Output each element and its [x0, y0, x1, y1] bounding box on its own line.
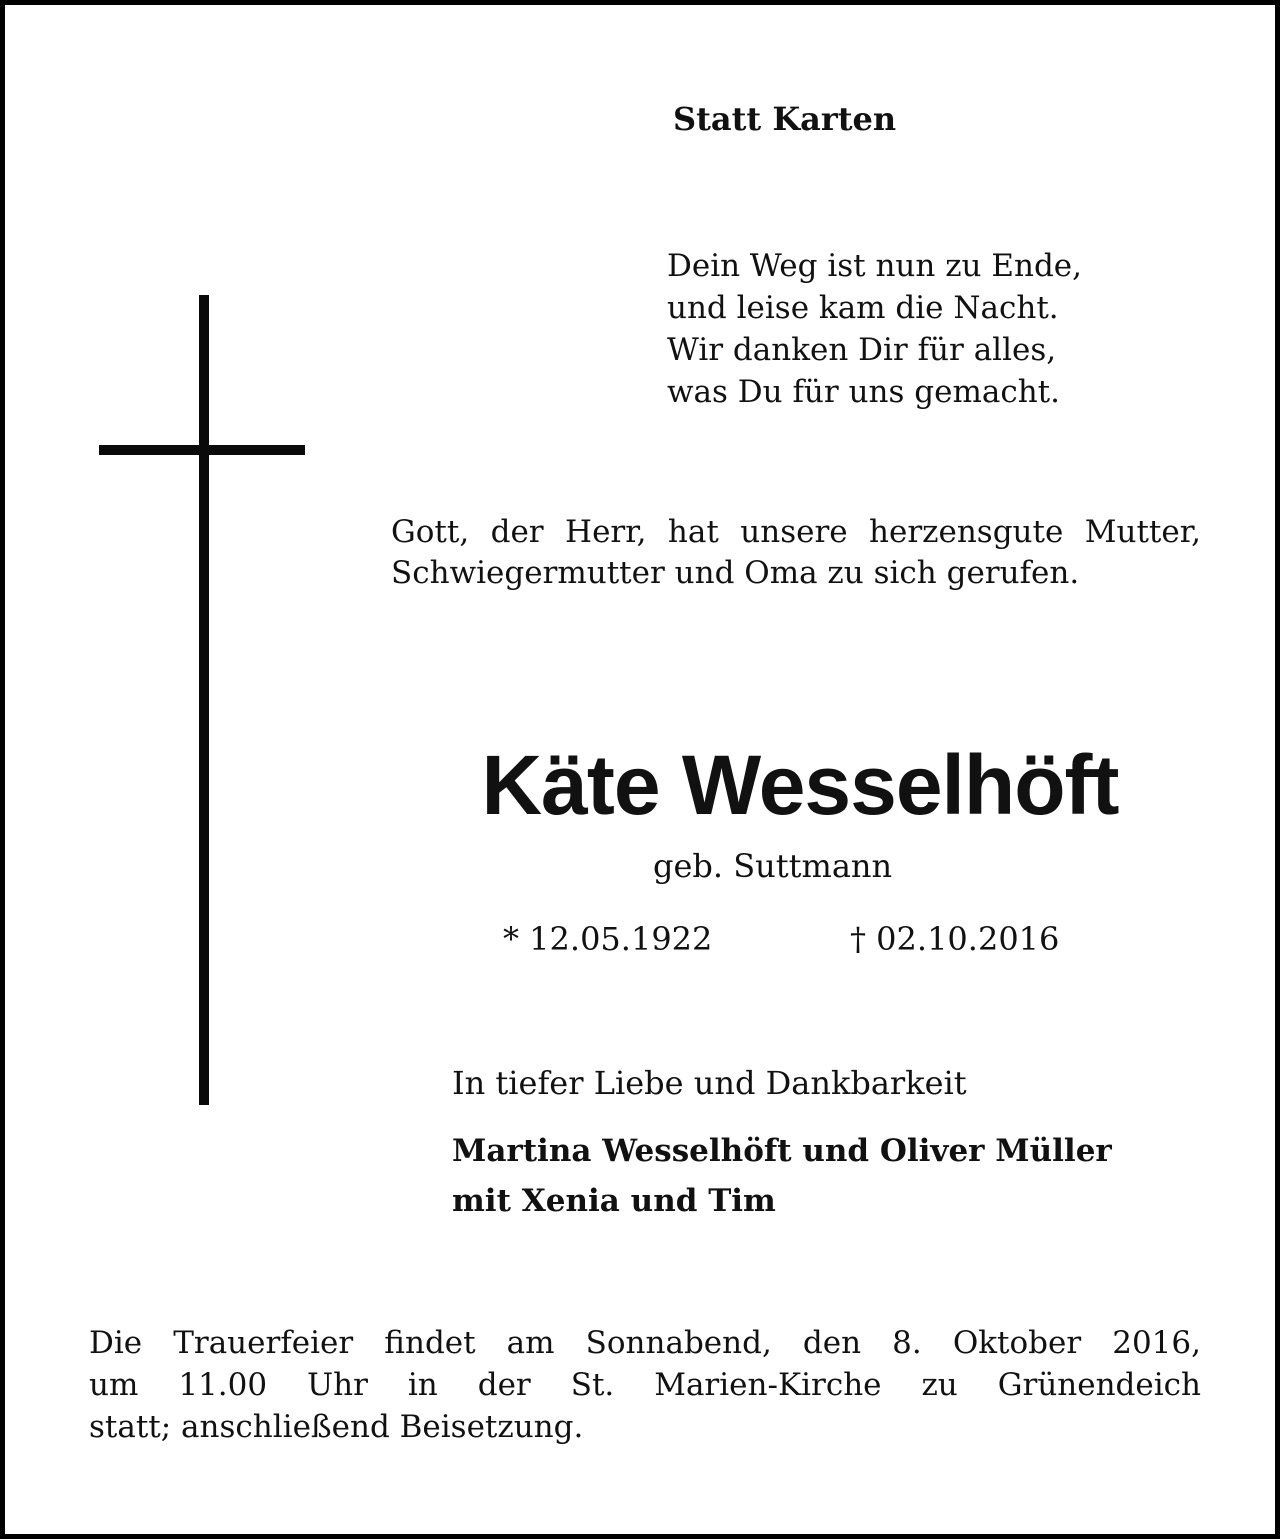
death-date: † 02.10.2016 [850, 920, 1060, 958]
cross-vertical-bar [199, 295, 209, 1105]
header-statt-karten: Statt Karten [673, 100, 897, 138]
service-line: statt; anschließend Beisetzung. [89, 1409, 584, 1445]
birth-date: * 12.05.1922 [503, 920, 713, 958]
poem-line: Wir danken Dir für alles, [667, 332, 1057, 368]
poem-line: Dein Weg ist nun zu Ende, [667, 248, 1082, 284]
family-line: Martina Wesselhöft und Oliver Müller [452, 1133, 1112, 1169]
maiden-name: geb. Suttmann [653, 847, 893, 885]
announcement-text: Gott, der Herr, hat unsere herzensgute Mutter, Schwiegermutter und Oma zu sich gerufen. [391, 514, 1201, 591]
poem-line: was Du für uns gemacht. [667, 374, 1060, 410]
service-line: um 11.00 Uhr in der St. Marien-Kirche zu Grünendeich [89, 1367, 1201, 1403]
deceased-name: Käte Wesselhöft [481, 738, 1119, 832]
closing-text: In tiefer Liebe und Dankbarkeit [452, 1064, 967, 1102]
poem [667, 245, 1082, 413]
service-line: Die Trauerfeier findet am Sonnabend, den 8. Oktober 2016, [89, 1325, 1201, 1361]
family-signature [452, 1126, 1112, 1226]
family-line: mit Xenia und Tim [452, 1183, 776, 1219]
poem-line: und leise kam die Nacht. [667, 290, 1059, 326]
cross-horizontal-bar [99, 445, 305, 455]
funeral-service-info [89, 1322, 1201, 1448]
